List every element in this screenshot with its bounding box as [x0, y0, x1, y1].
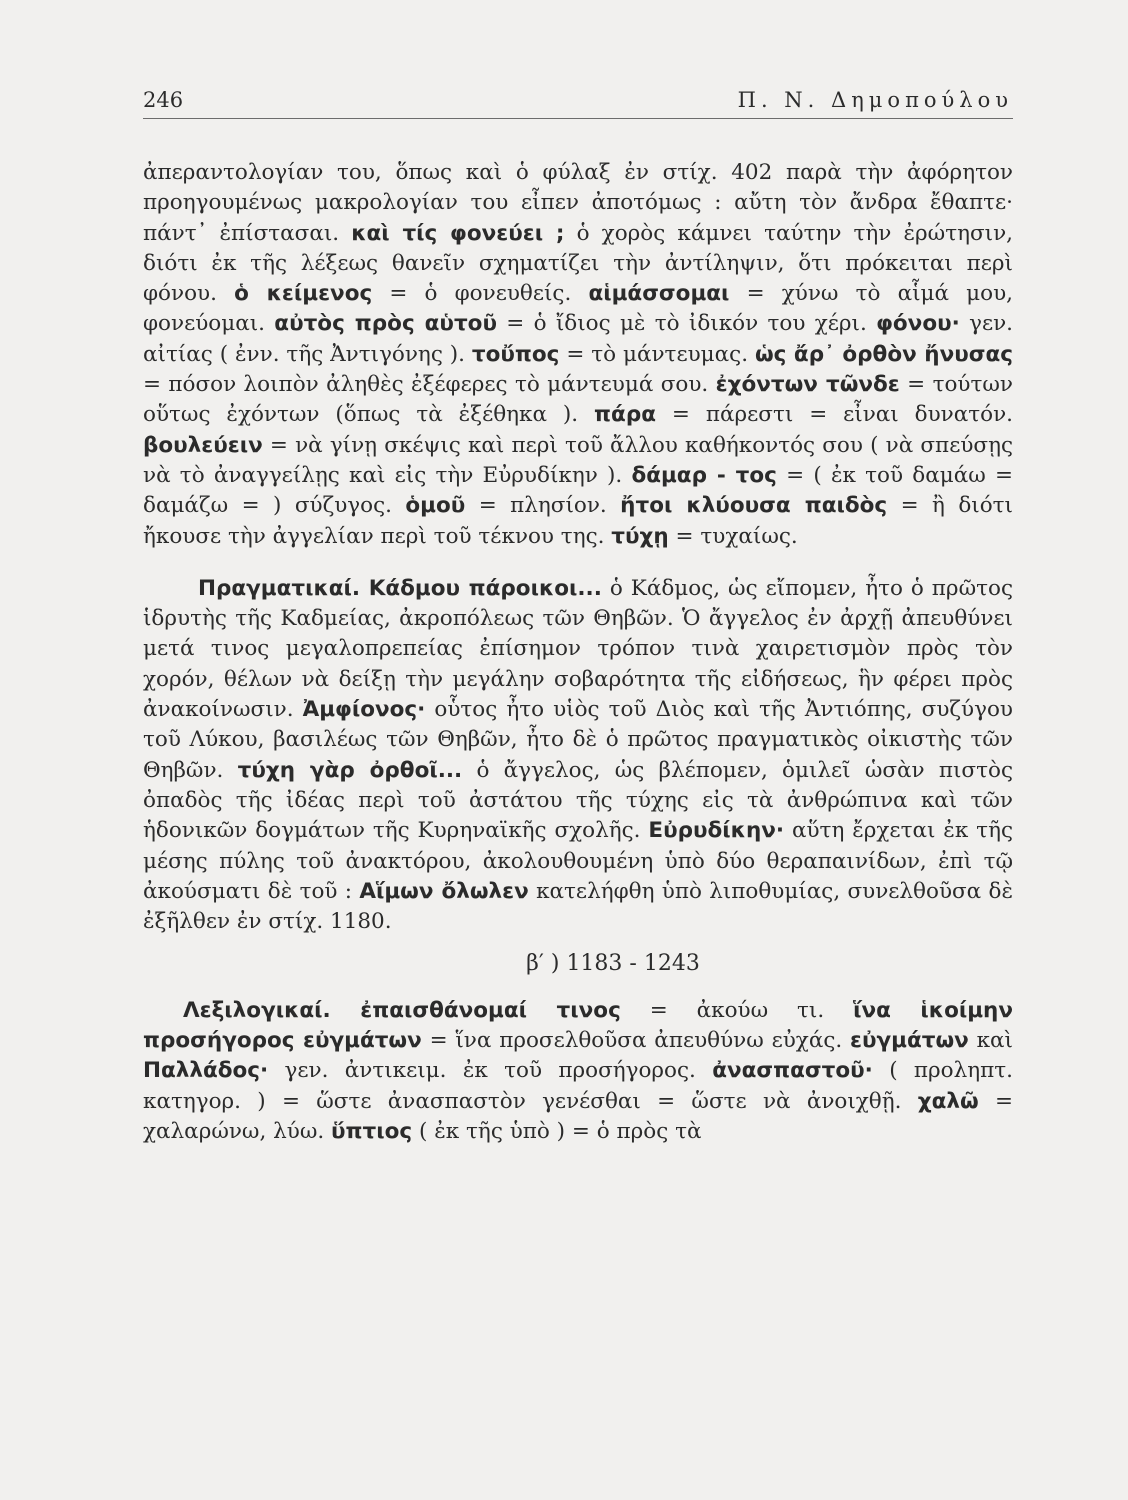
term-bold: τύχῃ	[611, 523, 669, 549]
text-run: ὁ ἄγγελος, ὡς βλέπομεν, ὁμιλεῖ ὡσὰν πιστὸς ὀπαδὸς τῆς ἰδέας περὶ τοῦ ἀστάτου τῆς τύχης εἰς τὰ ἀνθρώπινα καὶ τῶν ἡδονικῶν δογμάτων τῆς Κυρηναϊκῆς σχολῆς.	[143, 757, 1013, 844]
text-run: = τὸ μάντευμας.	[559, 341, 755, 367]
text-run: αὕτη ἔρχεται ἐκ τῆς μέσης πύλης τοῦ ἀνακτόρου, ἀκολουθουμένη ὑπὸ δύο θεραπαινίδων, ἐπὶ τῷ ἀκούσματι δὲ τοῦ :	[143, 818, 1013, 904]
text-run: = τυχαίως.	[668, 523, 798, 549]
text-run: = ὁ ἴδιος μὲ τὸ ἰδικόν του χέρι.	[496, 311, 877, 337]
term-bold: Πραγματικαί. Κάδμου πάροικοι...	[198, 575, 602, 601]
text-run: οὗτος ἦτο υἱὸς τοῦ Διὸς καὶ τῆς Ἀντιόπης, συζύγου τοῦ Λύκου, βασιλέως τῶν Θηβῶν, ἦτο δὲ ὁ πρῶτος πραγματικὸς οἰκιστὴς τῶν Θηβῶν.	[143, 697, 1013, 783]
term-bold: Αἵμων ὄλωλεν	[359, 878, 529, 904]
term-bold: εὐγμάτων	[850, 1028, 969, 1054]
text-run: = ἀκούω τι.	[620, 997, 854, 1023]
page-header	[143, 88, 1013, 119]
running-head: Π. Ν. Δημοπούλου	[737, 88, 1013, 112]
section-title: β′ ) 1183 - 1243	[526, 951, 700, 977]
text-run: γεν. αἰτίας ( ἐνν. τῆς Ἀντιγόνης ).	[143, 311, 1013, 367]
term-bold: δάμαρ - τος	[631, 462, 777, 488]
term-bold: βουλεύειν	[143, 432, 263, 458]
text-run: = τούτων οὕτως ἐχόντων (ὅπως τὰ ἐξέθηκα ).	[143, 372, 1013, 428]
term-bold: Παλλάδος·	[143, 1058, 269, 1084]
text-run: = χαλαρώνω, λύω.	[143, 1088, 1014, 1144]
text-run: = ἵνα προσελθοῦσα ἀπευθύνω εὐχάς.	[421, 1028, 851, 1054]
text-run: ( ἐκ τῆς ὑπὸ ) = ὁ πρὸς τὰ	[412, 1118, 702, 1144]
term-bold: πάρα	[594, 402, 656, 428]
term-bold: ὁ κείμενος	[234, 281, 373, 307]
page-number: 246	[143, 88, 184, 112]
text-run: = ( ἐκ τοῦ δαμάω = δαμάζω = ) σύζυγος.	[143, 462, 1013, 519]
term-bold: ἀνασπαστοῦ·	[712, 1058, 873, 1084]
text-run: ὁ χορὸς κάμνει ταύτην τὴν ἐρώτησιν, διότι ἐκ τῆς λέξεως θανεῖν σχηματίζει τὴν ἀντίληψιν, ὅτι πρόκειται περὶ φόνου.	[143, 220, 1013, 307]
text-run: = νὰ γίνῃ σκέψις καὶ περὶ τοῦ ἄλλου καθήκοντός σου ( νὰ σπεύσῃς νὰ τὸ ἀναγγείλῃς καὶ εἰς τὴν Εὐρυδίκην ).	[143, 432, 1013, 488]
term-bold: ὁμοῦ	[405, 493, 466, 519]
text-run: = πλησίον.	[465, 493, 621, 519]
term-bold: ἐχόντων τῶνδε	[715, 372, 900, 398]
text-run: = πόσον λοιπὸν ἀληθὲς ἐξέφερες τὸ μάντευμά σου.	[143, 372, 716, 398]
term-bold: ὕπτιος	[331, 1118, 413, 1144]
term-bold: τύχη γὰρ ὀρθοῖ...	[237, 757, 463, 783]
term-bold: ἤτοι κλύουσα παιδὸς	[620, 493, 888, 519]
text-run: = ὁ φονευθείς.	[372, 281, 589, 307]
term-bold: Λεξιλογικαί. ἐπαισθάνομαί τινος	[183, 997, 621, 1023]
term-bold: καὶ τίς φονεύει ;	[351, 220, 565, 246]
text-run: κατελήφθη ὑπὸ λιποθυμίας, συνελθοῦσα δὲ ἐξῆλθεν ἐν στίχ. 1180.	[143, 878, 1013, 935]
text-run: γεν. ἀντικειμ. ἐκ τοῦ προσήγορος.	[268, 1058, 713, 1084]
text-run: ὁ Κάδμος, ὡς εἴπομεν, ἦτο ὁ πρῶτος ἱδρυτὴς τῆς Καδμείας, ἀκροπόλεως τῶν Θηβῶν. Ὁ ἄγγελος ἐν ἀρχῇ ἀπευθύνει μετά τινος μεγαλοπρεπείας ἐπίσημον τρόπον τινὰ χαιρετισμὸν πρὸς τὸν χορόν, θέλων νὰ δείξῃ τὴν μεγάλην σοβαρότητα τῆς εἰδήσεως, ἣν φέρει πρὸς ἀνακοίνωσιν.	[143, 575, 1013, 723]
term-bold: αὐτὸς πρὸς αὑτοῦ	[274, 311, 497, 337]
term-bold: Εὐρυδίκην·	[648, 818, 785, 844]
term-bold: φόνου·	[876, 311, 960, 337]
text-run: ἀπεραντολογίαν του, ὅπως καὶ ὁ φύλαξ ἐν στίχ. 402 παρὰ τὴν ἀφόρητον προηγουμένως μακρολογίαν του εἶπεν ἀποτόμως : αὔτη τὸν ἄνδρα ἔθαπτε· πάντ᾽ ἐπίστασαι.	[143, 160, 1013, 246]
term-bold: χαλῶ	[917, 1088, 979, 1114]
term-bold: ὡς ἄρ᾽ ὀρθὸν ἤνυσας	[754, 341, 1014, 367]
paragraph-glosses	[143, 158, 1013, 552]
text-run: καὶ	[968, 1028, 1013, 1054]
term-bold: ἵνα ἱκοίμην προσήγορος εὐγμάτων	[143, 997, 1014, 1054]
text-run: ( προληπτ. κατηγορ. ) = ὥστε ἀνασπαστὸν γενέσθαι = ὥστε νὰ ἀνοιχθῇ.	[143, 1058, 1013, 1114]
term-bold: αἱμάσσομαι	[588, 281, 730, 307]
text-run: = χύνω τὸ αἷμά μου, φονεύομαι.	[143, 281, 1013, 337]
text-run: = ἢ διότι ἤκουσε τὴν ἀγγελίαν περὶ τοῦ τέκνου της.	[143, 493, 1013, 549]
paragraph-lexical-notes	[143, 996, 1013, 1147]
paragraph-factual-notes	[143, 574, 1013, 938]
text-run: = πάρεστι = εἶναι δυνατόν.	[656, 402, 1013, 428]
term-bold: Ἀμφίονος·	[302, 697, 426, 723]
body-text	[143, 158, 1013, 1147]
term-bold: τοὔπος	[471, 341, 560, 367]
